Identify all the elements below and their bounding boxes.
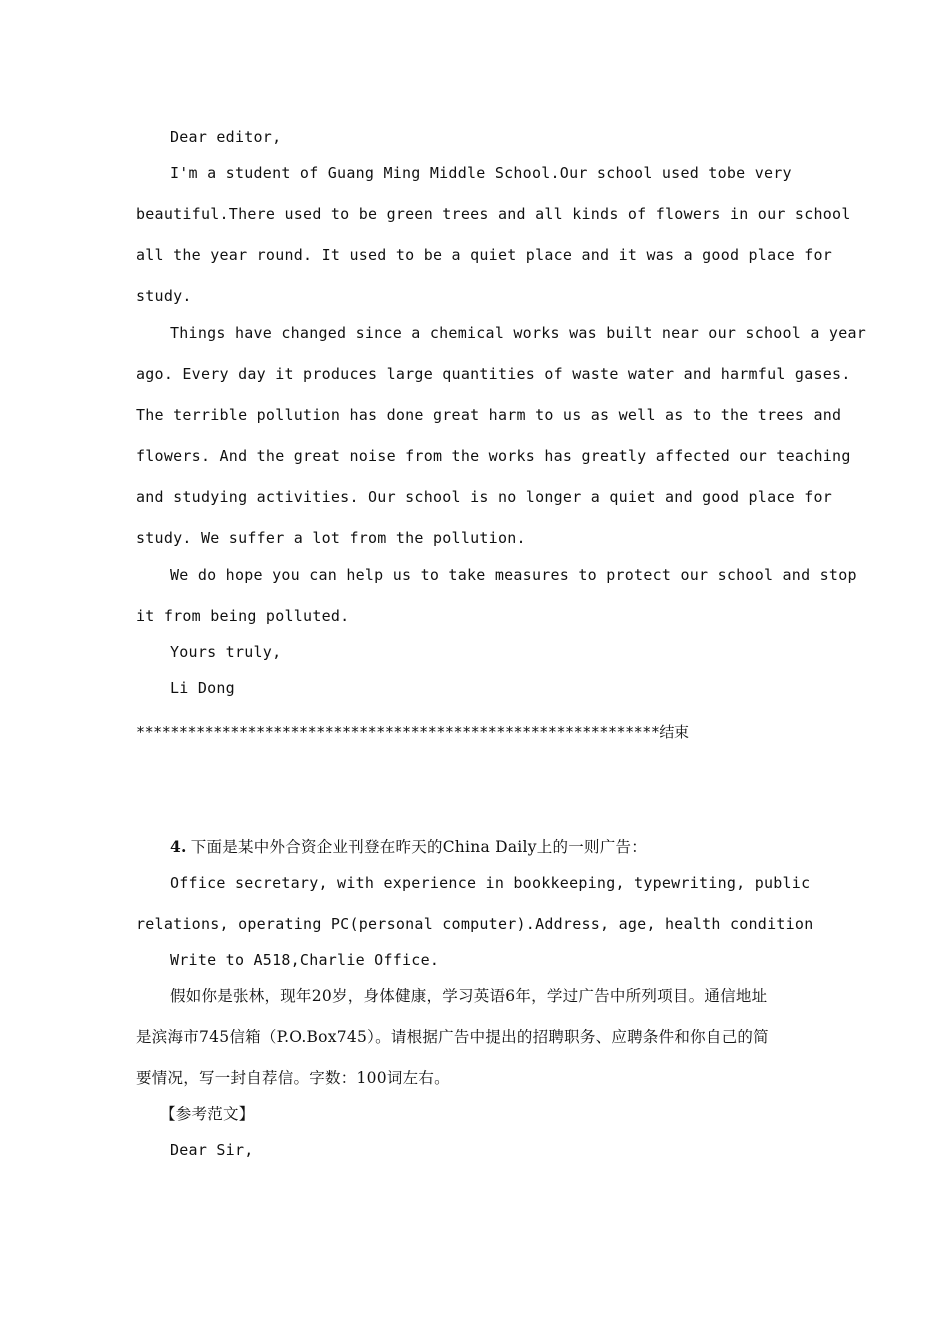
sample-heading: 【参考范文】	[160, 1105, 255, 1123]
letter-paragraph-2-line: ago. Every day it produces large quantities of waste water and harmful gases.	[136, 365, 851, 383]
letter-paragraph-1-line: study.	[136, 287, 192, 305]
ad-line: relations, operating PC(personal computer).Address, age, health condition	[136, 915, 814, 933]
letter-paragraph-1-line: beautiful.There used to be green trees and all kinds of flowers in our school	[136, 205, 851, 223]
letter-paragraph-1-line: I'm a student of Guang Ming Middle School.Our school used tobe very	[170, 164, 792, 182]
question-prompt: 下面是某中外合资企业刊登在昨天的China Daily上的一则广告：	[190, 838, 647, 856]
letter-paragraph-2-line: flowers. And the great noise from the works has greatly affected our teaching	[136, 447, 851, 465]
letter-paragraph-3-line: We do hope you can help us to take measures to protect our school and stop	[170, 566, 857, 584]
end-separator: *************************************************************结束	[136, 723, 689, 741]
letter-salutation: Dear editor,	[170, 128, 282, 146]
ad-line: Office secretary, with experience in bookkeeping, typewriting, public	[170, 874, 811, 892]
letter-paragraph-3-line: it from being polluted.	[136, 607, 350, 625]
task-line: 是滨海市745信箱（P.O.Box745）。请根据广告中提出的招聘职务、应聘条件和你自己的简	[136, 1028, 769, 1046]
letter-closing: Yours truly,	[170, 643, 282, 661]
letter-paragraph-2-line: The terrible pollution has done great harm to us as well as to the trees and	[136, 406, 842, 424]
letter-paragraph-2-line: Things have changed since a chemical works was built near our school a year	[170, 324, 867, 342]
letter-paragraph-2-line: study. We suffer a lot from the pollution.	[136, 529, 526, 547]
question-4-heading	[170, 837, 647, 858]
question-number: 4.	[170, 837, 187, 856]
ad-line: Write to A518,Charlie Office.	[170, 951, 440, 969]
letter-paragraph-2-line: and studying activities. Our school is no longer a quiet and good place for	[136, 488, 833, 506]
task-line: 假如你是张林，现年20岁，身体健康，学习英语6年，学过广告中所列项目。通信地址	[170, 987, 768, 1005]
sample-salutation: Dear Sir,	[170, 1141, 254, 1159]
letter-paragraph-1-line: all the year round. It used to be a quiet place and it was a good place for	[136, 246, 833, 264]
task-line: 要情况，写一封自荐信。字数：100词左右。	[136, 1069, 450, 1087]
letter-signature: Li Dong	[170, 679, 235, 697]
